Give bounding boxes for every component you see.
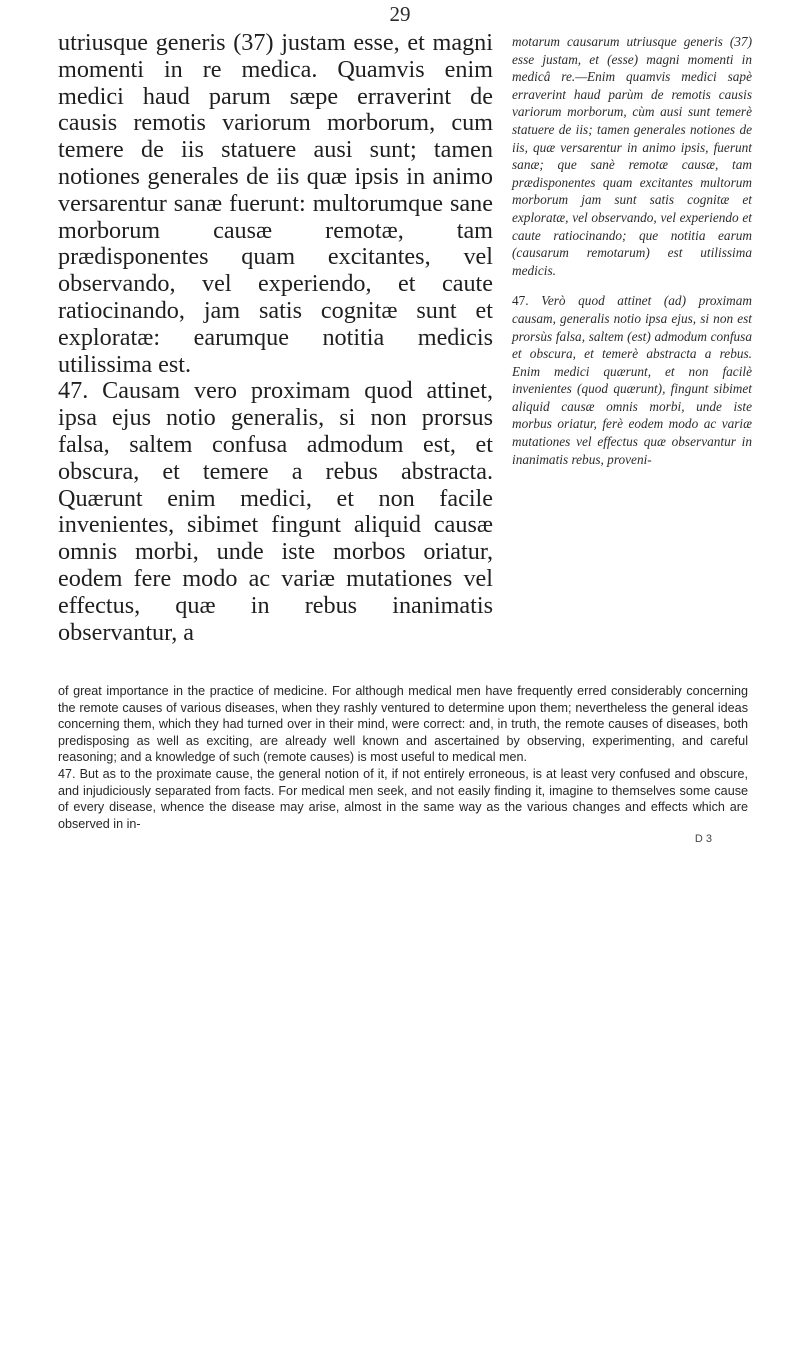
latin-main-paragraph-1: utriusque generis (37) justam esse, et magni momenti in re medica. Quamvis enim medici haud parum sæpe erraverint de causis remotis variorum morborum, cum temere de iis statuere ausi sunt; tamen notiones generales de iis quæ ipsis in animo versarentur sanæ fuerunt: multorumque sane morborum causæ remotæ, tam prædisponentes quam excitantes, vel observando, vel experiendo, et caute ratiocinando, jam satis cognitæ sunt et exploratæ: earumque notitia medicis utilissima est. (58, 29, 493, 378)
section-number: 47. (512, 293, 529, 309)
latin-construe-paragraph-2 (512, 292, 752, 468)
page-number: 29 (389, 2, 411, 26)
latin-main-column (58, 30, 493, 646)
english-translation (58, 683, 748, 848)
signature-mark: D 3 (694, 833, 712, 846)
translation-paragraph-1: of great importance in the practice of medicine. For although medical men have frequently erred considerably concerning the remote causes of various diseases, when they rashly ventured to determine upon them; nevertheless the general ideas concerning them, which they had turned over in their mind, were correct: and, in truth, the remote causes of diseases, both predisposing as well as exciting, are already well known and ascertained by observing, experimenting, and careful reasoning; and a knowledge of such (remote causes) is most useful to medical men. (58, 684, 748, 765)
translation-paragraph-2: 47. But as to the proximate cause, the general notion of it, if not entirely erroneous, is at least very confused and obscure, and injudiciously separated from facts. For medical men seek, and not easily finding it, imagine to themselves some cause of every disease, whence the disease may arise, almost in the same way as the various changes and effects which are observed in in- (58, 766, 748, 831)
latin-construe-paragraph-1: motarum causarum utriusque generis (37) esse justam, et (esse) magni momenti in medicâ re.—Enim quamvis medici sapè erraverint haud parùm de remotis causis variorum morborum, cùm ausi sunt temerè statuere de iis; tamen generales notiones de iis, quæ versarentur in animo ipsis, fuerunt sanæ; que sanè remotæ causæ, tam prædisponentes quam excitantes multorum morborum jam sunt satis cognitæ et exploratæ, vel observando, vel experiendo et caute ratiocinando; que notitia earum (causarum remotarum) est utilissima medicis. (512, 34, 752, 278)
latin-construe-column (512, 33, 752, 468)
latin-main-paragraph-2: 47. Causam vero proximam quod attinet, ipsa ejus notio generalis, si non prorsus falsa, saltem confusa admodum est, et obscura, et temere a rebus abstracta. Quærunt enim medici, et non facile invenientes, sibimet fingunt aliquid causæ omnis morbi, unde iste morbos oriatur, eodem fere modo ac variæ mutationes vel effectus, quæ in rebus inanimatis observantur, a (58, 377, 493, 646)
latin-construe-paragraph-2-text: Verò quod attinet (ad) proximam causam, generalis notio ipsa ejus, si non est prorsùs falsa, saltem (est) admodum confusa et obscura, et temerè abstracta a rebus. Enim medici quærunt, et non facilè invenientes (quod quærunt), fingunt sibimet aliquid causæ omnis morbi, unde iste morbus oriatur, ferè eodem modo ac variæ mutationes vel effectus quæ observantur in inanimatis rebus, proveni- (512, 293, 752, 467)
